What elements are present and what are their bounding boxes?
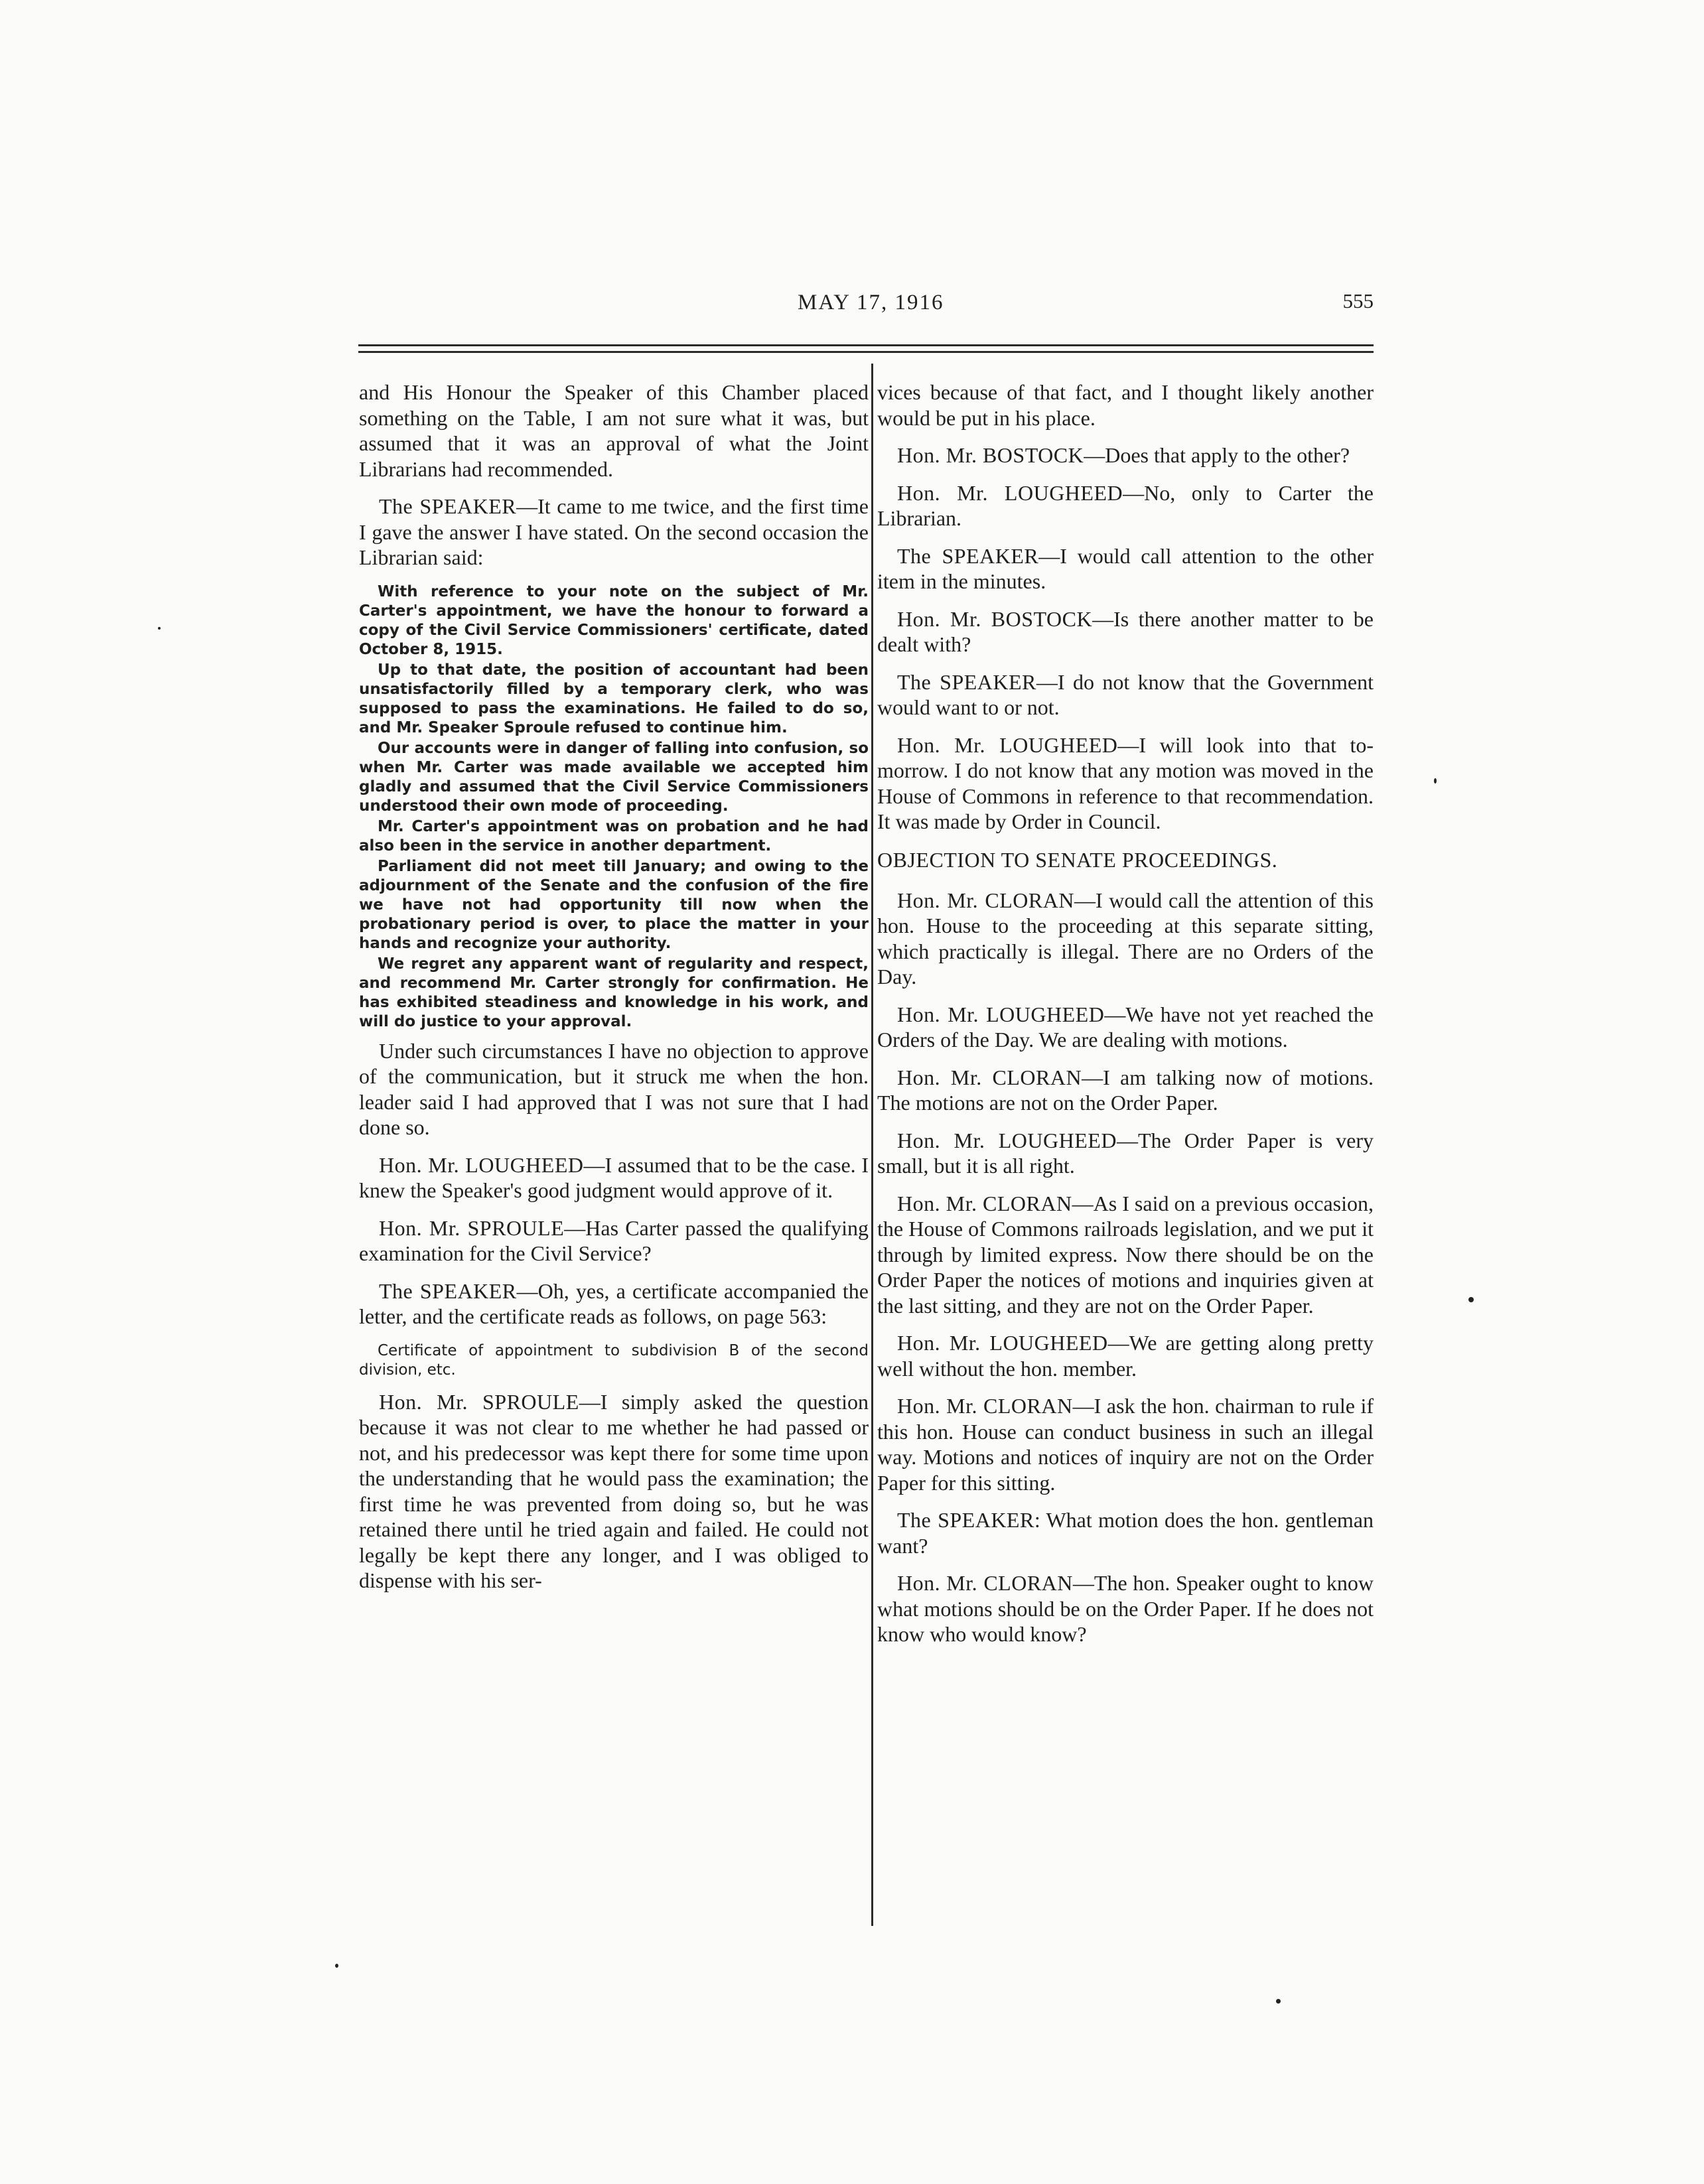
- speech-text: —Is there another matter to be dealt with?: [877, 606, 1374, 656]
- speaker-name: The SPEAKER: [897, 669, 1036, 694]
- paragraph: [877, 1570, 1374, 1647]
- paragraph: [359, 1278, 869, 1330]
- page-date: MAY 17, 1916: [798, 291, 944, 314]
- ink-speck: [1434, 778, 1437, 784]
- paragraph: [877, 669, 1374, 720]
- paragraph: [877, 1330, 1374, 1381]
- quoted-certificate: Certificate of appointment to subdivision B of the second division, etc.: [359, 1341, 869, 1379]
- paragraph: [359, 1389, 869, 1594]
- speech-text: —The hon. Speaker ought to know what motions should be on the Order Paper. If he does not know who would know?: [877, 1571, 1374, 1646]
- paragraph: [877, 732, 1374, 835]
- paragraph: [359, 1152, 869, 1203]
- speaker-name: Hon. Mr. BOSTOCK: [897, 606, 1093, 631]
- letter-paragraph: Mr. Carter's appointment was on probation and he had also been in the service in another department.: [359, 817, 869, 854]
- speech-text: —It came to me twice, and the first time I gave the answer I have stated. On the second occasion the Librarian said:: [359, 494, 869, 569]
- page-header: [358, 284, 1374, 324]
- paragraph: [359, 1215, 869, 1266]
- header-rule-top: [358, 344, 1374, 346]
- letter-paragraph: Our accounts were in danger of falling into confusion, so when Mr. Carter was made available we accepted him gladly and assumed that the Civil Service Commissioners understood their own mode of proceeding.: [359, 739, 869, 815]
- paragraph: [877, 1191, 1374, 1319]
- speech-text: —I will look into that to-morrow. I do not know that any motion was moved in the House of Commons in reference to that recommendation. It was made by Order in Council.: [877, 732, 1374, 833]
- speech-text: —I am talking now of motions. The motions are not on the Order Paper.: [877, 1065, 1374, 1115]
- speech-text: —I assumed that to be the case. I knew the Speaker's good judgment would approve of it.: [359, 1152, 869, 1202]
- speaker-name: Hon. Mr. LOUGHEED: [897, 732, 1118, 757]
- speech-text: —Does that apply to the other?: [1084, 443, 1350, 467]
- speech-text: —Has Carter passed the qualifying examination for the Civil Service?: [359, 1215, 869, 1265]
- header-rule-bottom: [358, 351, 1374, 353]
- section-heading: OBJECTION TO SENATE PROCEEDINGS.: [877, 847, 1278, 872]
- speaker-name: Hon. Mr. LOUGHEED: [897, 480, 1123, 505]
- paragraph: [877, 1128, 1374, 1179]
- speaker-name: Hon. Mr. CLORAN: [897, 1571, 1073, 1595]
- paragraph: [877, 443, 1374, 468]
- page-number: 555: [1342, 289, 1374, 312]
- speaker-name: Hon. Mr. CLORAN: [897, 888, 1074, 912]
- speaker-name: Hon. Mr. CLORAN: [897, 1394, 1073, 1418]
- ink-speck: [1276, 1999, 1281, 2004]
- speech-text: —I ask the hon. chairman to rule if this hon. House can conduct business in such an illegal way. Motions and notices of inquiry are not on the Order Paper for this sitting.: [877, 1394, 1374, 1495]
- speech-text: —As I said on a previous occasion, the House of Commons railroads legislation, and we put it through by limited express. Now there should be on the Order Paper the notices of motions and inquiries given at the last sitting, and they are not on the Order Paper.: [877, 1191, 1374, 1318]
- speaker-name: The SPEAKER: [897, 543, 1039, 568]
- paragraph: [877, 1393, 1374, 1495]
- speaker-name: Hon. Mr. SPROULE: [379, 1215, 565, 1240]
- speaker-name: Hon. Mr. LOUGHEED: [897, 1128, 1117, 1152]
- paragraph: vices because of that fact, and I thought likely another would be put in his place.: [877, 380, 1374, 430]
- speech-text: —The Order Paper is very small, but it is all right.: [877, 1128, 1374, 1178]
- speaker-name: The SPEAKER: [379, 494, 517, 518]
- speaker-name: The SPEAKER: [897, 1508, 1034, 1532]
- paragraph: and His Honour the Speaker of this Chamber placed something on the Table, I am not sure what it was, but assumed that it was an approval of what the Joint Librarians had recommended.: [359, 380, 869, 481]
- paragraph: [877, 1507, 1374, 1558]
- speech-text: —I do not know that the Government would want to or not.: [877, 669, 1374, 719]
- paragraph: Under such circumstances I have no objection to approve of the communication, but it struck me when the hon. leader said I had approved that I was not sure that I had done so.: [359, 1038, 869, 1139]
- speaker-name: Hon. Mr. CLORAN: [897, 1191, 1072, 1215]
- speech-text: —We are getting along pretty well without the hon. member.: [877, 1331, 1374, 1381]
- ink-speck: [1468, 1297, 1474, 1302]
- paragraph: [877, 1002, 1374, 1053]
- ink-speck: [335, 1964, 338, 1968]
- right-column: [877, 379, 1374, 1659]
- speech-text: : What motion does the hon. gentleman want?: [877, 1508, 1374, 1558]
- speech-text: —I simply asked the question because it was not clear to me whether he had passed or not, and his predecessor was kept there for some time upon the understanding that he would pass the examination; the first time he was prevented from doing so, but he was retained there until he tried again and failed. He could not legally be kept there any longer, and I was obliged to dispense with his ser-: [359, 1389, 869, 1592]
- speaker-name: Hon. Mr. LOUGHEED: [897, 1331, 1108, 1355]
- paragraph: [877, 1065, 1374, 1116]
- speech-text: —We have not yet reached the Orders of the Day. We are dealing with motions.: [877, 1002, 1374, 1052]
- letter-paragraph: We regret any apparent want of regularity and respect, and recommend Mr. Carter strongly for confirmation. He has exhibited steadiness and knowledge in his work, and will do justice to your approval.: [359, 955, 869, 1030]
- speaker-name: The SPEAKER: [379, 1278, 517, 1303]
- letter-paragraph: Parliament did not meet till January; and owing to the adjournment of the Senate and the confusion of the fire we have not had opportunity till now when the probationary period is over, to place the matter in your hands and recognize your authority.: [359, 857, 869, 952]
- speaker-name: Hon. Mr. LOUGHEED: [897, 1002, 1105, 1026]
- speech-text: —No, only to Carter the Librarian.: [877, 480, 1374, 530]
- quoted-letter: [359, 582, 869, 1032]
- letter-paragraph: Up to that date, the position of accountant had been unsatisfactorily filled by a temporary clerk, who was supposed to pass the examinations. He failed to do so, and Mr. Speaker Sproule refused to continue him.: [359, 661, 869, 736]
- speech-text: —Oh, yes, a certificate accompanied the letter, and the certificate reads as follows, on page 563:: [359, 1278, 869, 1328]
- speech-text: —I would call the attention of this hon. House to the proceeding at this separate sitting, which practically is illegal. There are no Orders of the Day.: [877, 888, 1374, 989]
- column-divider: [871, 364, 873, 1926]
- paragraph: [877, 888, 1374, 990]
- speaker-name: Hon. Mr. BOSTOCK: [897, 443, 1084, 467]
- speech-text: —I would call attention to the other item in the minutes.: [877, 543, 1374, 593]
- speaker-name: Hon. Mr. SPROULE: [379, 1389, 579, 1414]
- paragraph: [359, 494, 869, 571]
- paragraph: [877, 543, 1374, 594]
- ink-speck: [158, 627, 161, 630]
- speaker-name: Hon. Mr. LOUGHEED: [379, 1152, 584, 1177]
- paragraph: [877, 480, 1374, 531]
- paragraph: [877, 606, 1374, 657]
- speaker-name: Hon. Mr. CLORAN: [897, 1065, 1082, 1089]
- left-column: [359, 379, 869, 1605]
- letter-paragraph: With reference to your note on the subject of Mr. Carter's appointment, we have the honour to forward a copy of the Civil Service Commissioners' certificate, dated October 8, 1915.: [359, 582, 869, 658]
